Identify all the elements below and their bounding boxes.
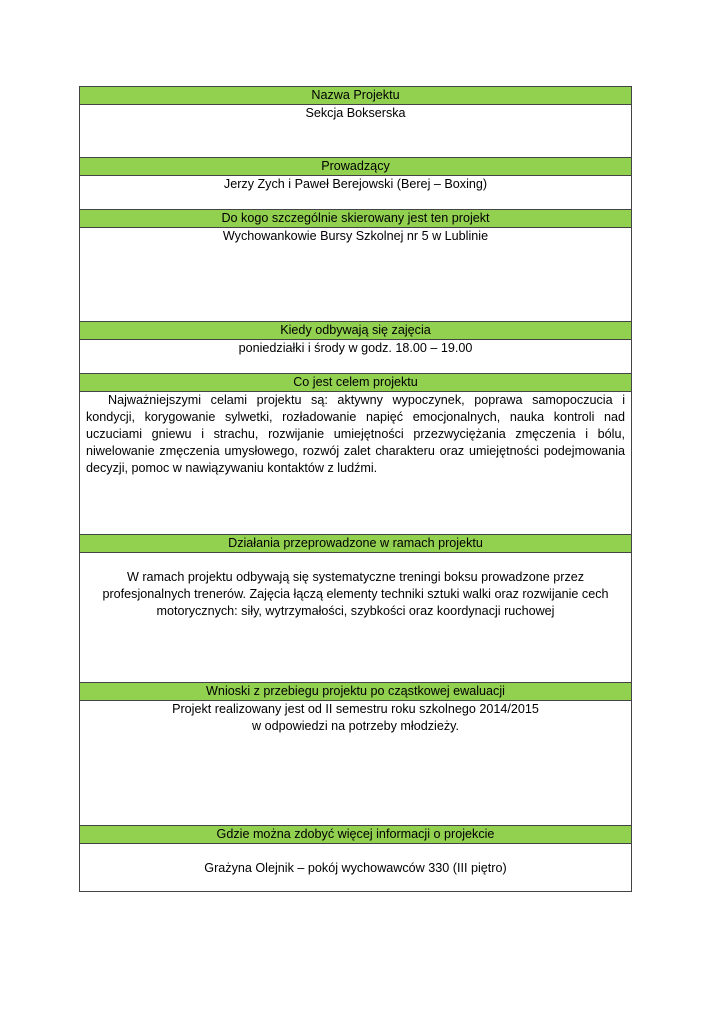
section-header-row bbox=[80, 210, 632, 228]
section-header-row bbox=[80, 158, 632, 176]
section-body bbox=[80, 176, 632, 210]
section-body bbox=[80, 701, 632, 826]
contact-info: Grażyna Olejnik – pokój wychowawców 330 (III piętro) bbox=[204, 861, 507, 875]
section-body bbox=[80, 228, 632, 322]
section-header-row bbox=[80, 322, 632, 340]
section-header: Działania przeprowadzone w ramach projektu bbox=[80, 535, 632, 553]
section-body-row bbox=[80, 392, 632, 535]
section-header-row bbox=[80, 374, 632, 392]
section-body-row bbox=[80, 228, 632, 322]
conclusions-line: Projekt realizowany jest od II semestru roku szkolnego 2014/2015 bbox=[172, 702, 539, 716]
section-body-row bbox=[80, 105, 632, 158]
section-header-row bbox=[80, 826, 632, 844]
section-header: Gdzie można zdobyć więcej informacji o projekcie bbox=[80, 826, 632, 844]
section-body bbox=[80, 340, 632, 374]
section-header-row bbox=[80, 87, 632, 105]
project-leaders: Jerzy Zych i Paweł Berejowski (Berej – Boxing) bbox=[223, 177, 488, 191]
section-body-row bbox=[80, 176, 632, 210]
section-header: Do kogo szczególnie skierowany jest ten projekt bbox=[80, 210, 632, 228]
section-body-row bbox=[80, 340, 632, 374]
section-header: Nazwa Projektu bbox=[80, 87, 632, 105]
section-header: Kiedy odbywają się zajęcia bbox=[80, 322, 632, 340]
section-body-row bbox=[80, 844, 632, 892]
conclusions-line: w odpowiedzi na potrzeby młodzieży. bbox=[252, 719, 459, 733]
section-header: Co jest celem projektu bbox=[80, 374, 632, 392]
section-body-row bbox=[80, 553, 632, 683]
project-activities: W ramach projektu odbywają się systematyczne treningi boksu prowadzone przez profesjonalnych trenerów. Zajęcia łączą elementy techniki sztuki walki oraz rozwijanie cech motorycznych: siły, wytrzymałości, szybkości oraz koordynacji ruchowej bbox=[80, 553, 632, 683]
project-goals: Najważniejszymi celami projektu są: aktywny wypoczynek, poprawa samopoczucia i kondycji, korygowanie sylwetki, rozładowanie napięć emocjonalnych, nauka kontroli nad uczuciami gniewu i strachu, rozwijanie umiejętności przezwyciężania zmęczenia i bólu, niwelowanie zmęczenia umysłowego, rozwój zalet charakteru oraz umiejętności podejmowania decyzji, pomoc w nawiązywaniu kontaktów z ludźmi. bbox=[80, 392, 632, 535]
section-body bbox=[80, 844, 632, 892]
section-header: Wnioski z przebiegu projektu po cząstkowej ewaluacji bbox=[80, 683, 632, 701]
section-header-row bbox=[80, 535, 632, 553]
section-header-row bbox=[80, 683, 632, 701]
project-name: Sekcja Bokserska bbox=[305, 106, 406, 120]
section-body bbox=[80, 105, 632, 158]
section-body-row bbox=[80, 701, 632, 826]
target-audience: Wychowankowie Bursy Szkolnej nr 5 w Lublinie bbox=[222, 229, 489, 243]
schedule: poniedziałki i środy w godz. 18.00 – 19.00 bbox=[238, 341, 473, 355]
project-info-table bbox=[79, 86, 632, 892]
section-header: Prowadzący bbox=[80, 158, 632, 176]
